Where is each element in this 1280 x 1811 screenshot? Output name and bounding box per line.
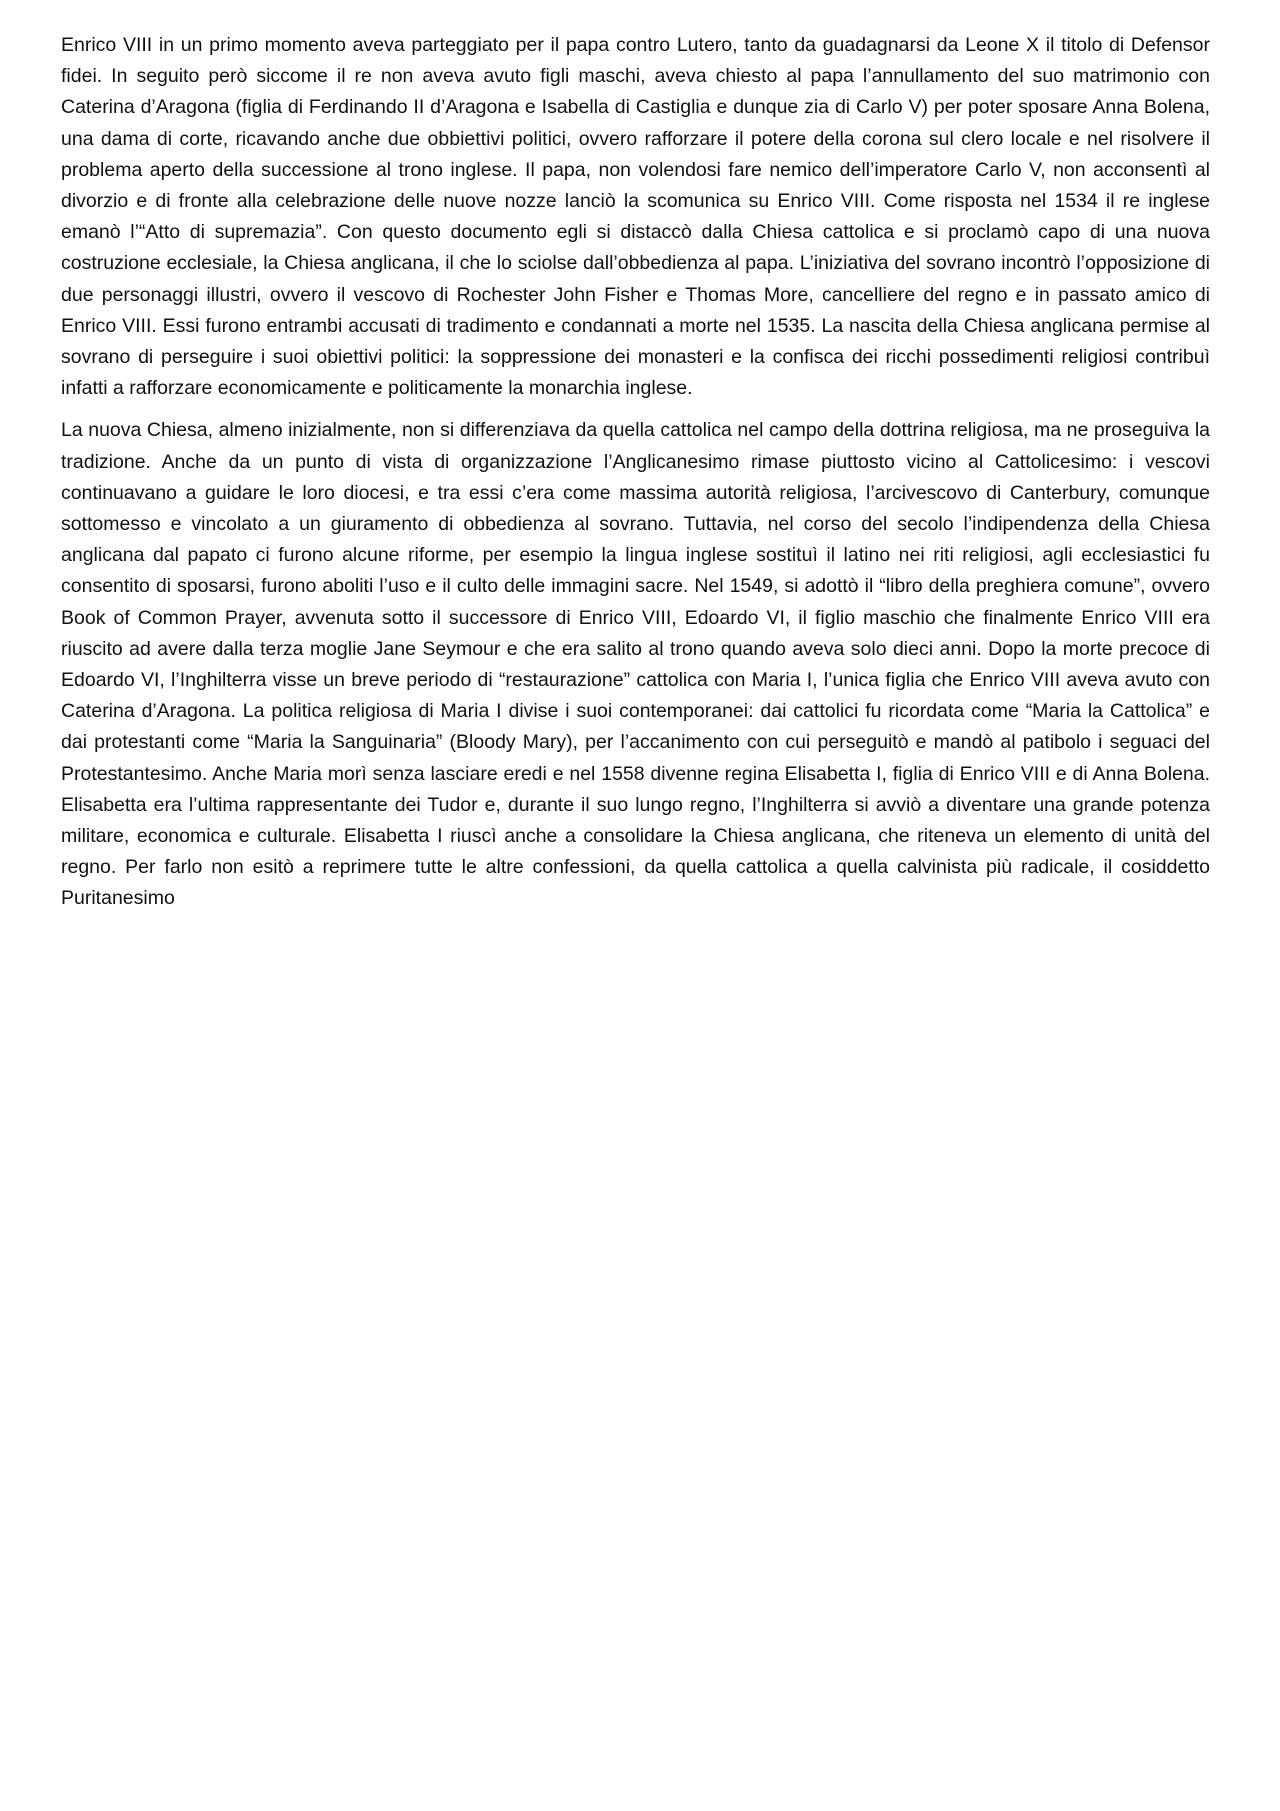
paragraph-nuova-chiesa: La nuova Chiesa, almeno inizialmente, non si differenziava da quella cattolica nel campo della dottrina religiosa, ma ne proseguiva la tradizione. Anche da un punto di vista di organizzazione l’Anglicanesimo rimase piuttosto vicino al Cattolicesimo: i vescovi continuavano a guidare le loro diocesi, e tra essi c’era come massima autorità religiosa, l’arcivescovo di Canterbury, comunque sottomesso e vincolato a un giuramento di obbedienza al sovrano. Tuttavia, nel corso del secolo l’indipendenza della Chiesa anglicana dal papato ci furono alcune riforme, per esempio la lingua inglese sostituì il latino nei riti religiosi, agli ecclesiastici fu consentito di sposarsi, furono aboliti l’uso e il culto delle immagini sacre. Nel 1549, si adottò il “libro della preghiera comune”, ovvero Book of Common Prayer, avvenuta sotto il successore di Enrico VIII, Edoardo VI, il figlio maschio che finalmente Enrico VIII era riuscito ad avere dalla terza moglie Jane Seymour e che era salito al trono quando aveva solo dieci anni. Dopo la morte precoce di Edoardo VI, l’Inghilterra visse un breve periodo di “restaurazione” cattolica con Maria I, l’unica figlia che Enrico VIII aveva avuto con Caterina d’Aragona. La politica religiosa di Maria I divise i suoi contemporanei: dai cattolici fu ricordata come “Maria la Cattolica” e dai protestanti come “Maria la Sanguinaria” (Bloody Mary), per l’accanimento con cui perseguitò e mandò al patibolo i seguaci del Protestantesimo. Anche Maria morì senza lasciare eredi e nel 1558 divenne regina Elisabetta I, figlia di Enrico VIII e di Anna Bolena. Elisabetta era l’ultima rappresentante dei Tudor e, durante il suo lungo regno, l’Inghilterra si avviò a diventare una grande potenza militare, economica e culturale. Elisabetta I riuscì anche a consolidare la Chiesa anglicana, che riteneva un elemento di unità del regno. Per farlo non esitò a reprimere tutte le altre confessioni, da quella cattolica a quella calvinista più radicale, il cosiddetto Puritanesimo xyxy=(61,419,1210,910)
paragraph-enrico-viii: Enrico VIII in un primo momento aveva parteggiato per il papa contro Lutero, tanto da guadagnarsi da Leone X il titolo di Defensor fidei. In seguito però siccome il re non aveva avuto figli maschi, aveva chiesto al papa l’annullamento del suo matrimonio con Caterina d’Aragona (figlia di Ferdinando II d’Aragona e Isabella di Castiglia e dunque zia di Carlo V) per poter sposare Anna Bolena, una dama di corte, ricavando anche due obbiettivi politici, ovvero rafforzare il potere della corona sul clero locale e nel risolvere il problema aperto della successione al trono inglese. Il papa, non volendosi fare nemico dell’imperatore Carlo V, non acconsentì al divorzio e di fronte alla celebrazione delle nuove nozze lanciò la scomunica su Enrico VIII. Come risposta nel 1534 il re inglese emanò l’“Atto di supremazia”. Con questo documento egli si distaccò dalla Chiesa cattolica e si proclamò capo di una nuova costruzione ecclesiale, la Chiesa anglicana, il che lo sciolse dall’obbedienza al papa. L’iniziativa del sovrano incontrò l’opposizione di due personaggi illustri, ovvero il vescovo di Rochester John Fisher e Thomas More, cancelliere del regno e in passato amico di Enrico VIII. Essi furono entrambi accusati di tradimento e condannati a morte nel 1535. La nascita della Chiesa anglicana permise al sovrano di perseguire i suoi obiettivi politici: la soppressione dei monasteri e la confisca dei ricchi possedimenti religiosi contribuì infatti a rafforzare economicamente e politicamente la monarchia inglese. xyxy=(61,34,1210,400)
